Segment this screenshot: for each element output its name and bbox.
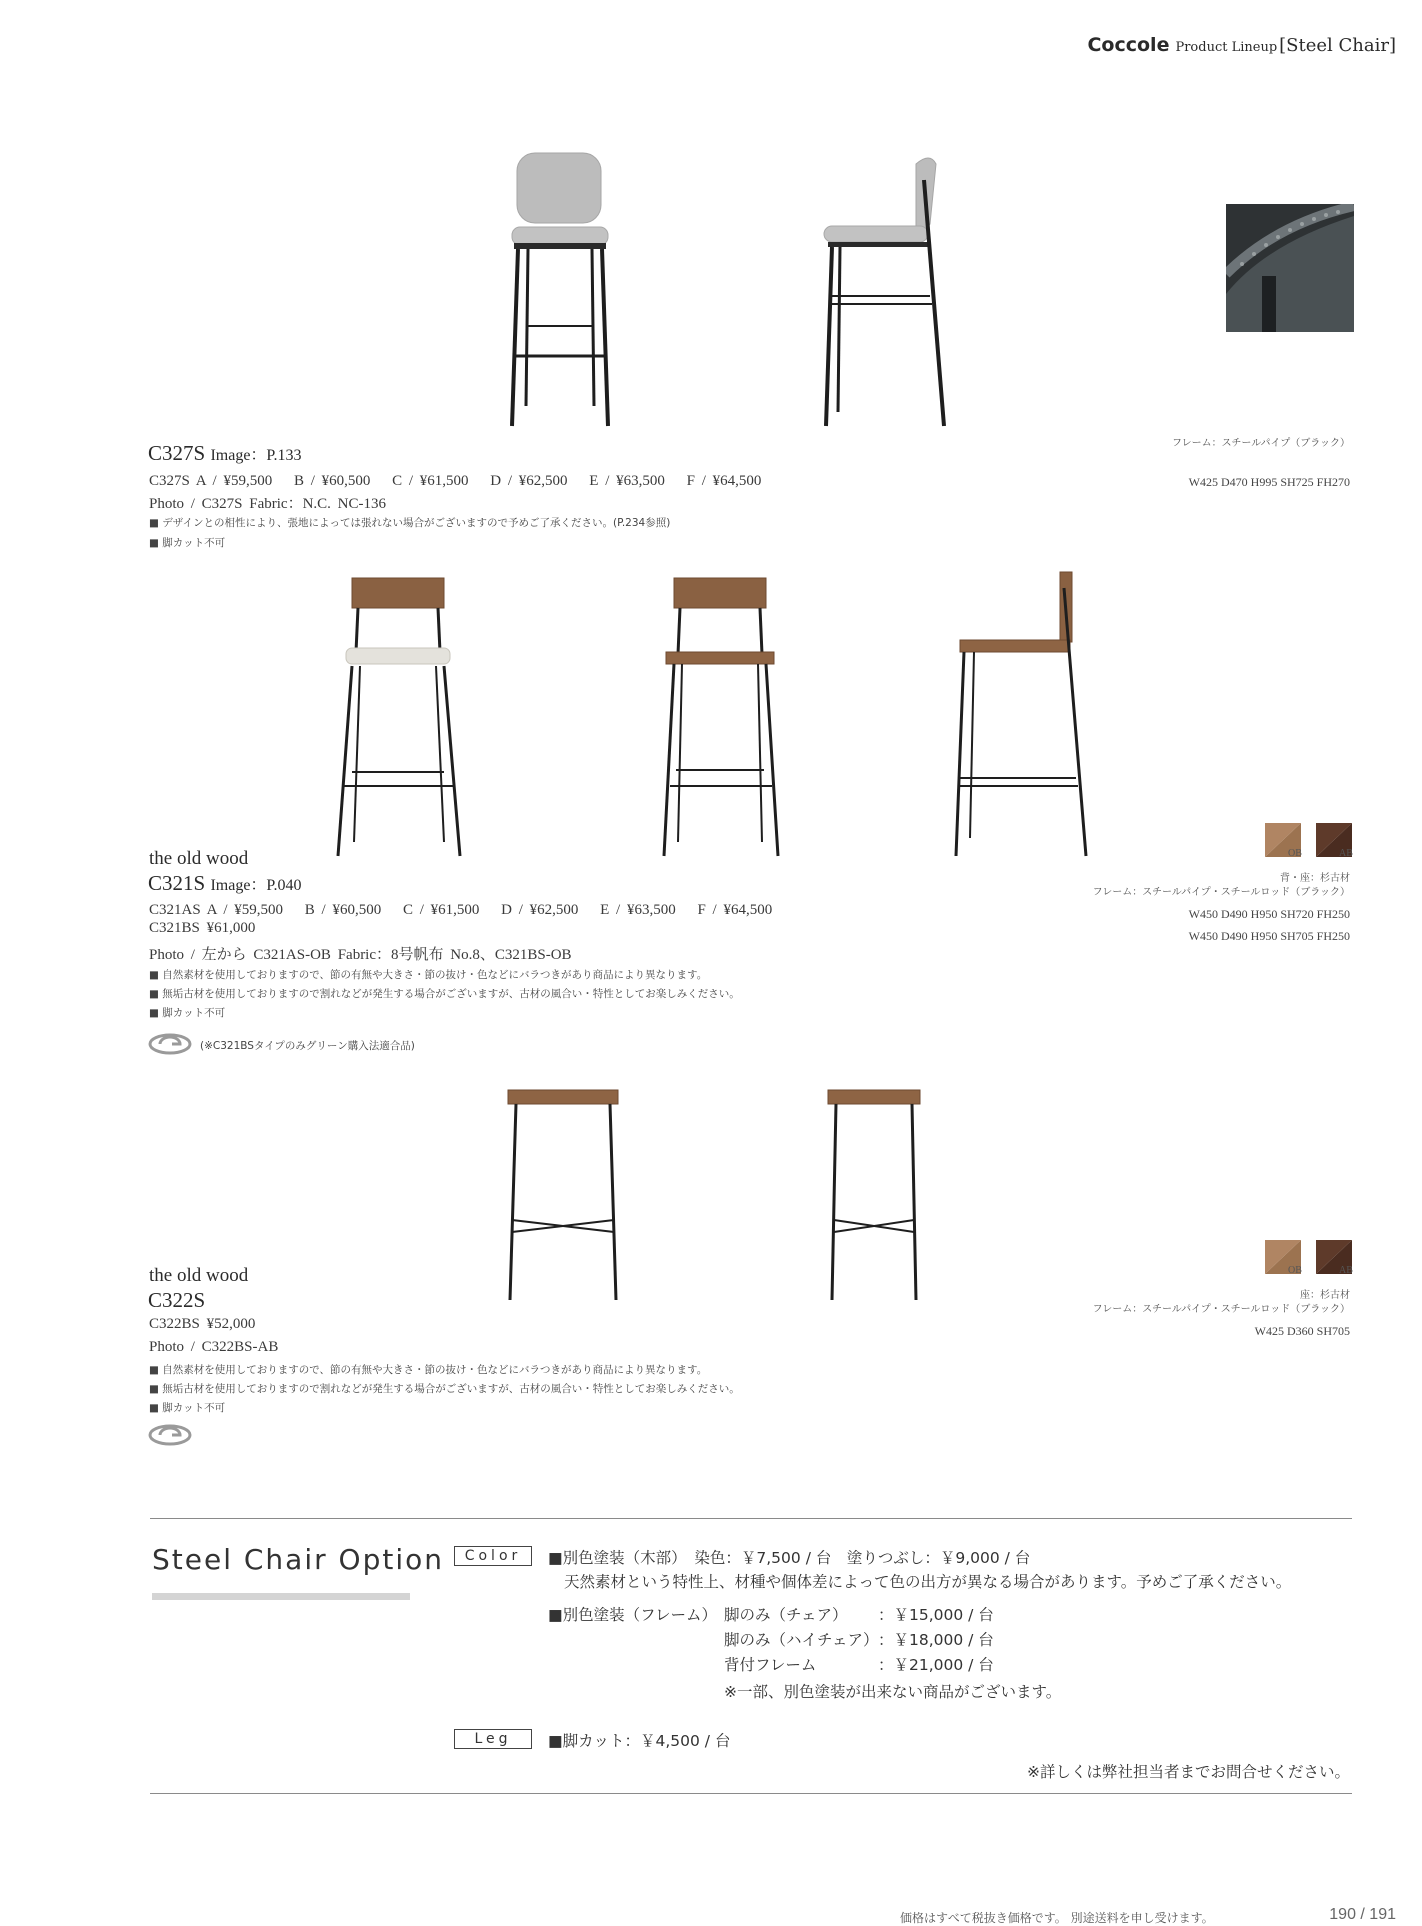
c322s-series: the old wood: [149, 1265, 249, 1286]
studded-back-detail-photo: [1226, 204, 1354, 332]
c322s-material: 座：杉古材: [1300, 1290, 1350, 1301]
c322s-photo-caption: Photo / C322BS-AB: [149, 1339, 279, 1355]
swatch-ob-label: OB: [1288, 1265, 1302, 1276]
lineup-label: Product Lineup: [1175, 40, 1278, 55]
green-purchase-icon: [148, 1424, 194, 1446]
c327s-prices: C327S A / ¥59,500 B / ¥60,500 C / ¥61,500 D / ¥62,500 E / ¥63,500 F / ¥64,500: [149, 473, 762, 489]
leg-tag: Leg: [454, 1729, 532, 1749]
c321s-title: [148, 871, 302, 896]
frame-option-label: ■別色塗装（フレーム）: [548, 1606, 718, 1624]
c321as-front-photo: [334, 574, 474, 864]
c321bs-price: C321BS ¥61,000: [149, 920, 256, 936]
c321s-prices: C321AS A / ¥59,500 B / ¥60,500 C / ¥61,500 D / ¥62,500 E / ¥63,500 F / ¥64,500: [149, 902, 773, 918]
c327s-note-1: ■ デザインとの相性により、張地によっては張れない場合がございますので予めご了承ください。(P.234参照): [149, 517, 671, 529]
frame-item-3-price: ：￥21,000 / 台: [878, 1656, 994, 1674]
c321s-note-2: ■ 無垢古材を使用しておりますので割れなどが発生する場合がございますが、古材の風合い・特性としてお楽しみください。: [149, 988, 740, 1000]
c327s-front-photo: [500, 150, 620, 432]
color-option-note: 天然素材という特性上、材種や個体差によって色の出方が異なる場合があります。予めご了承ください。: [564, 1573, 1292, 1591]
contact-note: ※詳しくは弊社担当者までお問合せください。: [1027, 1763, 1350, 1781]
divider: [150, 1793, 1352, 1794]
swatch-ab-label: AB: [1339, 848, 1353, 859]
frame-option-note: ※一部、別色塗装が出来ない商品がございます。: [724, 1683, 1062, 1701]
category-label: [Steel Chair]: [1279, 35, 1396, 56]
c322s-size: W425 D360 SH705: [1254, 1324, 1350, 1338]
c327s-title: [148, 441, 302, 466]
options-title: Steel Chair Option: [152, 1543, 444, 1576]
c327s-note-2: ■ 脚カット不可: [149, 537, 226, 549]
c327s-size: W425 D470 H995 SH725 FH270: [1188, 475, 1350, 489]
c321s-material: 背・座：杉古材: [1280, 873, 1350, 884]
c322s-note-3: ■ 脚カット不可: [149, 1402, 226, 1414]
c322s-note-2: ■ 無垢古材を使用しておりますので割れなどが発生する場合がございますが、古材の風合い・特性としてお楽しみください。: [149, 1383, 740, 1395]
color-tag: Color: [454, 1546, 532, 1566]
c321s-green-note: (※C321BSタイプのみグリーン購入法適合品): [200, 1040, 415, 1052]
c327s-photo-caption: Photo / C327S Fabric：N.C. NC-136: [149, 496, 387, 512]
c322s-note-1: ■ 自然素材を使用しておりますので、節の有無や大きさ・節の抜け・色などにバラつきがあり商品により異なります。: [149, 1364, 708, 1376]
color-option-line: ■別色塗装（木部） 染色：￥7,500 / 台 塗りつぶし：￥9,000 / 台: [548, 1549, 1031, 1567]
brand-name: Coccole: [1087, 34, 1170, 56]
leg-option-line: ■脚カット：￥4,500 / 台: [548, 1732, 731, 1750]
c327s-side-photo: [818, 150, 958, 432]
c321s-note-3: ■ 脚カット不可: [149, 1007, 226, 1019]
page-header: [1087, 34, 1396, 56]
c321bs-side-photo: [950, 568, 1100, 864]
frame-item-2-price: ：￥18,000 / 台: [878, 1631, 994, 1649]
c322s-model: C322S: [148, 1288, 206, 1312]
options-title-underline: [152, 1593, 410, 1600]
swatch-ab-label: AB: [1339, 1265, 1353, 1276]
divider: [150, 1518, 1352, 1519]
c327s-model: C327S: [148, 441, 206, 465]
c321s-model: C321S: [148, 871, 206, 895]
c322bs-front-photo: [500, 1086, 626, 1308]
c322s-price: C322BS ¥52,000: [149, 1316, 256, 1332]
c322s-frame: フレーム：スチールパイプ・スチールロッド（ブラック）: [1092, 1304, 1350, 1315]
swatch-ob-label: OB: [1288, 848, 1302, 859]
frame-item-2-name: 脚のみ（ハイチェア）: [724, 1631, 879, 1649]
c321s-frame: フレーム：スチールパイプ・スチールロッド（ブラック）: [1092, 887, 1350, 898]
c327s-image-ref: Image：P.133: [210, 447, 302, 464]
c322bs-side-photo: [824, 1086, 924, 1308]
frame-item-1-name: 脚のみ（チェア）: [724, 1606, 848, 1624]
page-number: 190 / 191: [1329, 1906, 1396, 1923]
tax-note: 価格はすべて税抜き価格です。 別途送料を申し受けます。: [900, 1911, 1214, 1925]
c327s-frame: フレーム：スチールパイプ（ブラック）: [1172, 438, 1350, 449]
c321s-image-ref: Image：P.040: [210, 877, 302, 894]
green-purchase-icon: [148, 1033, 194, 1055]
c321bs-size: W450 D490 H950 SH705 FH250: [1188, 929, 1350, 943]
c321s-series: the old wood: [149, 848, 249, 869]
c321as-size: W450 D490 H950 SH720 FH250: [1188, 907, 1350, 921]
frame-item-1-price: ：￥15,000 / 台: [878, 1606, 994, 1624]
c321s-note-1: ■ 自然素材を使用しておりますので、節の有無や大きさ・節の抜け・色などにバラつきがあり商品により異なります。: [149, 969, 708, 981]
c321bs-front-photo: [656, 574, 792, 864]
frame-item-3-name: 背付フレーム: [724, 1656, 817, 1674]
c321s-photo-caption: Photo / 左から C321AS-OB Fabric：8号帆布 No.8、C321BS-OB: [149, 947, 572, 963]
